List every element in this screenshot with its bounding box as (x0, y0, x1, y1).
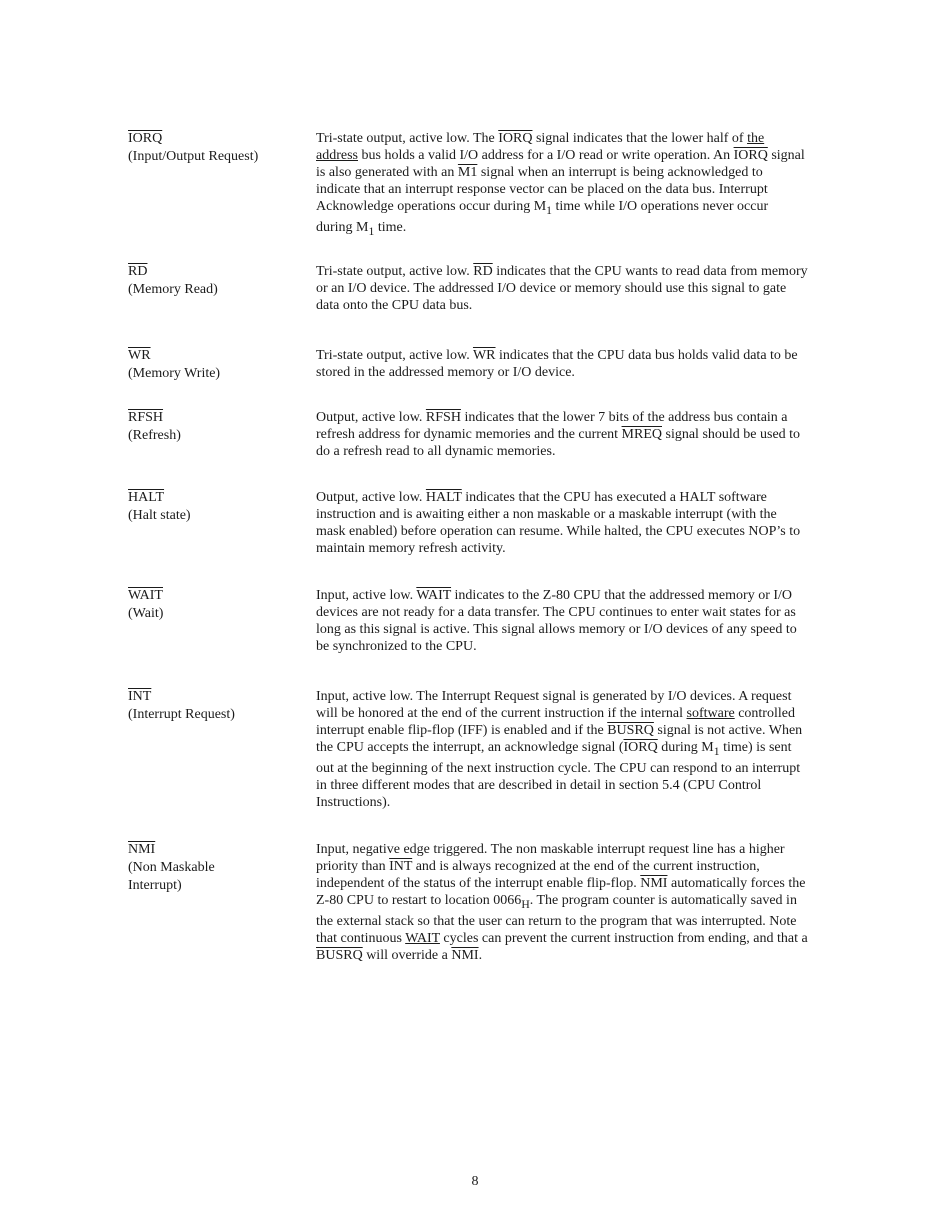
signal-full-name: (Non Maskable (128, 860, 215, 875)
signal-int (128, 688, 303, 724)
signal-iorq (128, 130, 303, 166)
signal-name: IORQ (128, 131, 163, 146)
signal-rfsh (128, 409, 303, 445)
signal-halt (128, 489, 303, 525)
signal-name: RFSH (128, 410, 164, 425)
signal-full-name: (Refresh) (128, 428, 181, 443)
signal-full-name: (Interrupt Request) (128, 707, 235, 722)
signal-name: $\overline{INT}$ (128, 689, 152, 704)
description-iorq: Tri-state output, active low. The IORQ signal indicates that the lower half of the address bus holds a valid I/O address for a I/O read or write operation. An IORQ signal is also generated with an M1 signal when an interrupt is being acknowledged to indicate that an interrupt response vector can be placed on the data bus. Interrupt Acknowledge operations occur during $M_1$ time while I/O operations never occur during $M_1$ time. (316, 131, 805, 238)
signal-full-name: (Halt state) (128, 508, 191, 523)
signal-full-name-line2: Interrupt) (128, 878, 182, 893)
signal-full-name: (Input/Output Request) (128, 149, 259, 164)
signal-rd (128, 263, 303, 299)
signal-name: $\overline{RD}$ (128, 264, 148, 279)
signal-name: $\overline{NMI}$ (128, 842, 156, 857)
description-wait: Input, active low. WAIT indicates to the Z-80 CPU that the addressed memory or I/O devices are not ready for a data transfer. The CPU continues to enter wait states for as long as this signal is active. This signal allows memory or I/O devices of any speed to be synchronized to the CPU. (316, 588, 797, 654)
signal-name: WAIT (128, 588, 163, 603)
signal-full-name: (Memory Read) (128, 282, 218, 297)
signal-wait (128, 587, 303, 623)
description-wr: Tri-state output, active low. $\overline{WR}$ indicates that the CPU data bus holds valid data to be stored in the addressed memory or I/O device. (316, 348, 798, 380)
description-halt: Output, active low. HALT indicates that the CPU has executed a HALT software instruction and is awaiting either a non maskable or a maskable interrupt (with the mask enabled) before operation can resume. While halted, the CPU executes NOP’s to maintain memory refresh activity. (316, 490, 801, 556)
page-number: 8 (471, 1174, 479, 1189)
description-rd: Tri-state output, active low. $\overline{RD}$ indicates that the CPU wants to read data from memory or an I/O device. The addressed I/O device or memory should use this signal to gate data onto the CPU data bus. (316, 264, 808, 313)
description-rfsh: Output, active low. RFSH indicates that the lower 7 bits of the address bus contain a refresh address for dynamic memories and the current MREQ signal should be used to do a refresh read to all dynamic memories. (316, 410, 801, 459)
signal-name: HALT (128, 490, 165, 505)
signal-full-name: (Memory Write) (128, 366, 221, 381)
description-int: Input, active low. The Interrupt Request signal is generated by I/O devices. A request will be honored at the end of the current instruction if the internal software controlled interrupt enable flip-flop (IFF) is enabled and if the BUSRQ signal is not active. When the CPU accepts the interrupt, an acknowledge signal (IORQ during $M_1$ time) is sent out at the beginning of the next instruction cycle. The CPU can respond to an interrupt in three different modes that are described in detail in section 5.4 (CPU Control Instructions). (316, 689, 803, 810)
signal-full-name: (Wait) (128, 606, 164, 621)
description-nmi: Input, negative edge triggered. The non maskable interrupt request line has a higher priority than $\overline{INT}$ and is always recognized at the end of the current instruction, independent of the status of the interrupt enable flip-flop. $\overline{NMI}$ automatically forces the Z-80 CPU to restart to location $0066_H$. The program counter is automatically saved in the external stack so that the user can return to the program that was interrupted. Note that continuous WAIT cycles can prevent the current instruction from ending, and that a BUSRQ will override a $\overline{NMI}$. (316, 842, 808, 963)
signal-name: $\overline{WR}$ (128, 348, 151, 363)
signal-nmi (128, 841, 303, 895)
signal-wr (128, 347, 303, 383)
